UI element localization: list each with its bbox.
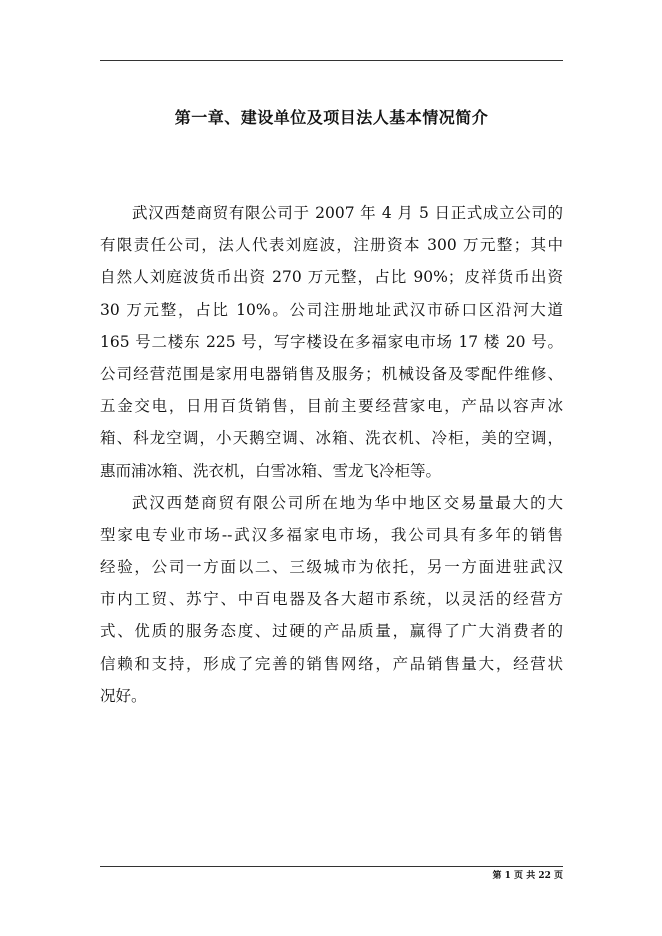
paragraph-line: 五金交电，日用百货销售，目前主要经营家电，产品以容声冰 xyxy=(100,397,563,416)
paragraph-1 xyxy=(100,197,563,487)
body-text xyxy=(100,197,563,712)
paragraph-line: 自然人刘庭波货币出资 270 万元整，占比 90%；皮祥货币出资 xyxy=(100,268,563,287)
paragraph-line: 惠而浦冰箱、洗衣机，白雪冰箱、雪龙飞冷柜等。 xyxy=(100,461,442,480)
page-number: 第 1 页 共 22 页 xyxy=(492,871,563,881)
paragraph-line: 信赖和支持，形成了完善的销售网络，产品销售量大，经营状 xyxy=(100,654,563,673)
paragraph-line: 有限责任公司，法人代表刘庭波，注册资本 300 万元整；其中 xyxy=(100,236,563,255)
paragraph-line: 型家电专业市场--武汉多福家电市场，我公司具有多年的销售 xyxy=(100,525,563,544)
paragraph-line: 箱、科龙空调，小天鹅空调、冰箱、洗衣机、冷柜，美的空调， xyxy=(100,429,563,448)
header-rule xyxy=(100,60,563,61)
paragraph-line: 公司经营范围是家用电器销售及服务；机械设备及零配件维修、 xyxy=(100,364,563,383)
paragraph-line: 况好。 xyxy=(100,686,147,705)
paragraph-line: 武汉西楚商贸有限公司于 2007 年 4 月 5 日正式成立公司的 xyxy=(132,204,563,222)
paragraph-line: 经验，公司一方面以二、三级城市为依托，另一方面进驻武汉 xyxy=(100,558,563,577)
paragraph-line: 武汉西楚商贸有限公司所在地为华中地区交易量最大的大 xyxy=(132,493,563,512)
paragraph-2 xyxy=(100,487,563,712)
paragraph-line: 30 万元整，占比 10%。公司注册地址武汉市硚口区沿河大道 xyxy=(100,300,563,319)
paragraph-line: 市内工贸、苏宁、中百电器及各大超市系统，以灵活的经营方 xyxy=(100,590,563,609)
chapter-title: 第一章、建设单位及项目法人基本情况简介 xyxy=(174,108,489,127)
paragraph-line: 式、优质的服务态度、过硬的产品质量，赢得了广大消费者的 xyxy=(100,622,563,641)
paragraph-line: 165 号二楼东 225 号，写字楼设在多福家电市场 17 楼 20 号。 xyxy=(100,332,563,351)
footer-rule xyxy=(100,866,563,867)
